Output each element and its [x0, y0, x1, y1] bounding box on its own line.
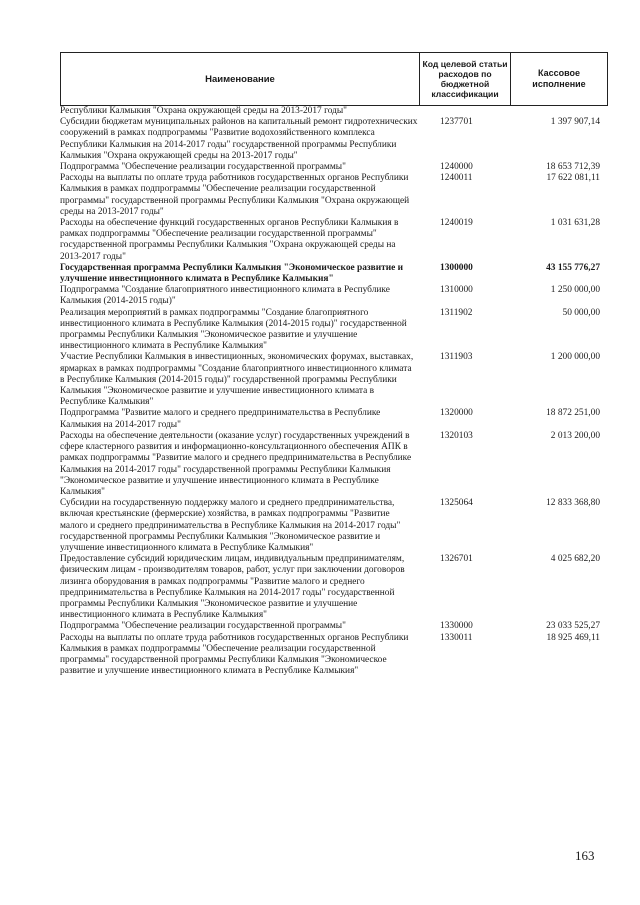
row-amount: 4 025 682,20 — [550, 554, 600, 565]
row-code: 1326701 — [440, 554, 473, 565]
table-body — [60, 106, 608, 677]
table-row — [60, 285, 608, 307]
table-row — [60, 633, 608, 678]
row-amount: 43 155 776,27 — [546, 262, 600, 273]
row-amount: 23 033 525,27 — [546, 621, 600, 632]
header-code: Код целевой статьи расходов по бюджетной классификации — [420, 53, 511, 105]
table-header — [60, 52, 608, 106]
row-name: Подпрограмма "Развитие малого и среднего предпринимательства в Республике Калмыкия на 2014-2017 годы" — [60, 408, 381, 430]
row-code: 1300000 — [440, 262, 473, 273]
row-amount: 18 925 469,11 — [546, 632, 600, 643]
row-name: Субсидии бюджетам муниципальных районов на капитальный ремонт гидротехнических сооружений в рамках подпрограммы "Развитие водохозяйственного комплекса Республики Калмыкия на 2014-2017 годы" государственной программы Республики Калмыкия "Охрана окружающей среды на 2013-2017 годы" — [60, 117, 418, 161]
header-amount: Кассовое исполнение — [532, 68, 586, 89]
row-code: 1237701 — [440, 117, 473, 128]
row-name: Государственная программа Республики Калмыкия "Экономическое развитие и улучшение инвестиционного климата в Республике Калмыкия" — [60, 262, 404, 285]
row-code: 1240011 — [440, 173, 473, 184]
row-name: Подпрограмма "Создание благоприятного инвестиционного климата в Республике Калмыкия (2014-2015 годы)" — [60, 285, 390, 307]
table-row — [60, 621, 608, 632]
row-amount: 18 872 251,00 — [546, 408, 600, 419]
row-amount: 50 000,00 — [562, 307, 600, 318]
row-amount — [510, 106, 608, 117]
row-amount: 2 013 200,00 — [550, 430, 600, 441]
row-code: 1240000 — [440, 162, 473, 173]
row-name: Расходы на выплаты по оплате труда работников государственных органов Республики Калмыкия в рамках подпрограммы "Обеспечение реализации государственной программы" государственной программы Республики Калмыкия "Охрана окружающей среды на 2013-2017 годы" — [60, 173, 410, 217]
table-row — [60, 162, 608, 173]
row-code: 1330000 — [440, 621, 473, 632]
row-amount: 18 653 712,39 — [546, 162, 600, 173]
table-row — [60, 408, 608, 430]
row-code: 1311903 — [440, 352, 473, 363]
row-name: Предоставление субсидий юридическим лицам, индивидуальным предпринимателям, физическим лицам - производителям товаров, работ, услуг при заключении договоров лизинга оборудования в рамках подпрограммы "Развитие малого и среднего предпринимательства в Республике Калмыкия на 2014-2017 годы" государственной программы Республики Калмыкия "Экономическое развитие и улучшение инвестиционного климата в Республике Калмыкия" — [60, 554, 405, 621]
row-code: 1320103 — [440, 430, 473, 441]
table-row — [60, 106, 608, 117]
row-amount: 1 250 000,00 — [550, 285, 600, 296]
table-row — [60, 431, 608, 498]
row-name: Расходы на выплаты по оплате труда работников государственных органов Республики Калмыкия в рамках подпрограммы "Обеспечение реализации государственной программы" государственной программы Республики Калмыкия "Экономическое развитие и улучшение инвестиционного климата в Республике Калмыкия" — [60, 632, 409, 677]
table-row — [60, 554, 608, 621]
table-row — [60, 117, 608, 162]
row-code: 1325064 — [440, 498, 473, 509]
row-name: Реализация мероприятий в рамках подпрограммы "Создание благоприятного инвестиционного климата в Республике Калмыкия (2014-2015 годы)" государственной программы Республики Калмыкия "Экономическое развитие и улучшение инвестиционного климата в Республике Калмыкия" — [60, 307, 407, 352]
row-amount: 12 833 368,80 — [546, 498, 600, 509]
row-name: Республики Калмыкия "Охрана окружающей среды на 2013-2017 годы" — [60, 106, 348, 116]
row-amount: 1 200 000,00 — [550, 352, 600, 363]
row-name: Расходы на обеспечение деятельности (оказание услуг) государственных учреждений в сфере кластерного развития и информационно-консультационного обеспечения АПК в рамках подпрограммы "Развитие малого и среднего предпринимательства в Республике Калмыкия на 2014-2017 годы" государственной программы Республики Калмыкия "Экономическое развитие и улучшение инвестиционного климата в Республике Калмыкия" — [60, 430, 412, 497]
row-code: 1311902 — [440, 307, 473, 318]
header-name: Наименование — [61, 53, 420, 105]
row-name: Подпрограмма "Обеспечение реализации государственной программы" — [60, 162, 346, 173]
row-code — [420, 106, 510, 117]
row-code: 1240019 — [440, 218, 473, 229]
row-name: Участие Республики Калмыкия в инвестиционных, экономических форумах, выставках, ярмарках в рамках подпрограммы "Создание благоприятного инвестиционного климата в Республике Калмыкия (2014-2015 годы)" государственной программы Республики Калмыкия "Экономическое развитие и улучшение инвестиционного климата в Республике Калмыкия" — [60, 352, 414, 408]
budget-table — [60, 52, 608, 677]
table-row — [60, 263, 608, 285]
row-amount: 1 397 907,14 — [550, 117, 600, 128]
page-number: 163 — [575, 848, 595, 863]
table-row — [60, 218, 608, 263]
table-row — [60, 173, 608, 218]
table-row — [60, 352, 608, 408]
row-code: 1320000 — [440, 408, 473, 419]
row-amount: 1 031 631,28 — [550, 218, 600, 229]
row-code: 1310000 — [440, 285, 473, 296]
row-code: 1330011 — [440, 632, 473, 643]
row-name: Субсидии на государственную поддержку малого и среднего предпринимательства, включая крестьянские (фермерские) хозяйства, в рамках подпрограммы "Развитие малого и среднего предпринимательства в Республике Калмыкия на 2014-2017 годы" государственной программы Республики Калмыкия "Экономическое развитие и улучшение инвестиционного климата в Республике Калмыкия" — [60, 498, 401, 553]
row-amount: 17 622 081,11 — [546, 173, 600, 184]
row-name: Подпрограмма "Обеспечение реализации государственной программы" — [60, 621, 346, 632]
table-row — [60, 308, 608, 353]
table-row — [60, 498, 608, 554]
row-name: Расходы на обеспечение функций государственных органов Республики Калмыкия в рамках подпрограммы "Обеспечение реализации государственной программы" государственной программы Республики Калмыкия "Охрана окружающей среды на 2013-2017 годы" — [60, 218, 399, 262]
